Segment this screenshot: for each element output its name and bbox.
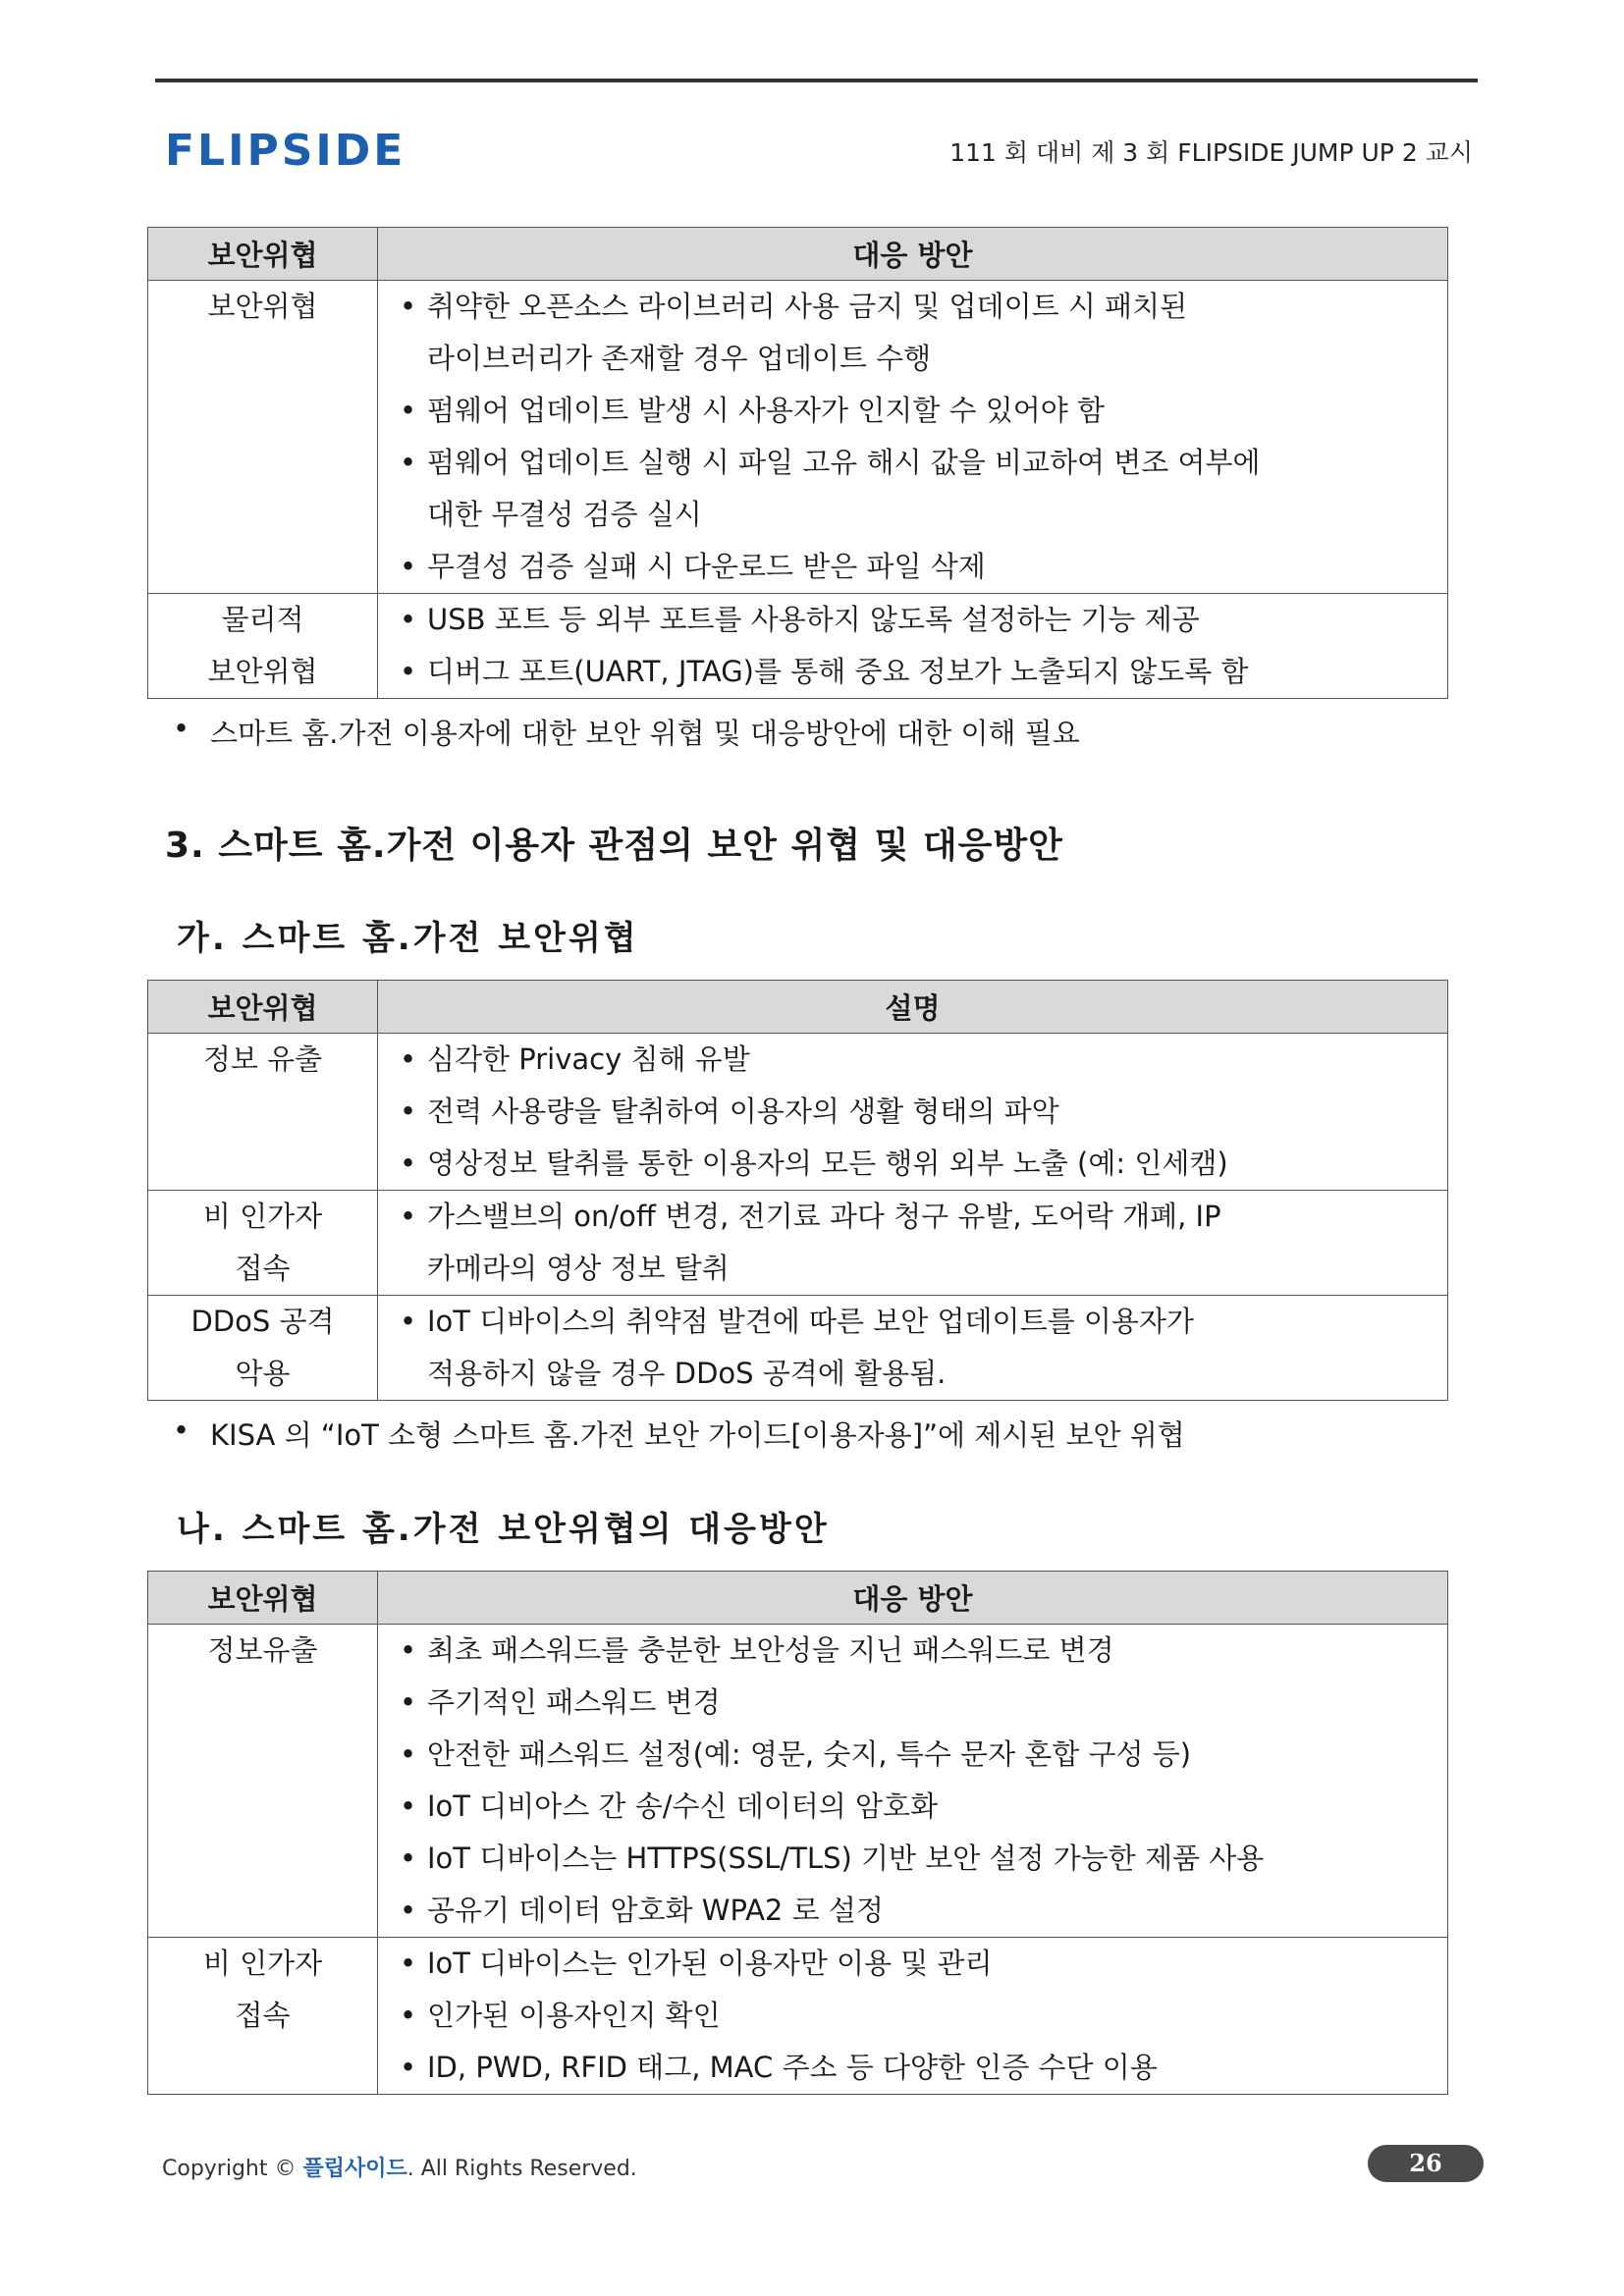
bullet-text: • 주기적인 패스워드 변경: [427, 1685, 721, 1719]
flipside-logo: FLIPSIDE: [165, 126, 406, 176]
bullet-item: [398, 1677, 1437, 1729]
threat-label: 악용: [235, 1357, 291, 1390]
threat-label-cell: [148, 1625, 378, 1938]
bullet-text: • IoT 디비아스 간 송/수신 데이터의 암호화: [427, 1789, 939, 1823]
bullet-text: • 가스밸브의 on/off 변경, 전기료 과다 청구 유발, 도어락 개폐, IP: [427, 1200, 1221, 1233]
bullet-text: • 취약한 오픈소스 라이브러리 사용 금지 및 업데이트 시 패치된: [427, 290, 1188, 323]
table-row: [148, 1625, 1448, 1938]
threat-label-cell: [148, 1938, 378, 2095]
bullet-item: [398, 594, 1437, 646]
bullet-item: [398, 1138, 1437, 1190]
bullet-item: [398, 646, 1437, 698]
table-row: [148, 1034, 1448, 1191]
threat-label-cell: [148, 281, 378, 594]
subsection-a-title: 가. 스마트 홈.가전 보안위협: [177, 919, 639, 958]
bullet-text: • 펌웨어 업데이트 실행 시 파일 고유 해시 값을 비교하여 변조 여부에: [427, 446, 1261, 479]
threat-label: 접속: [235, 1999, 291, 2032]
footer-brand: 플립사이드: [302, 2157, 407, 2181]
header-rule: [155, 79, 1478, 82]
bullet-item: [398, 281, 1437, 385]
table-row: [148, 1191, 1448, 1296]
bullet-item: [398, 1833, 1437, 1885]
bullet-item: [398, 1034, 1437, 1086]
subsection-b-title: 나. 스마트 홈.가전 보안위협의 대응방안: [177, 1510, 830, 1549]
bullet-item: [398, 1781, 1437, 1833]
threat-label: 비 인가자: [202, 1947, 323, 1980]
bullet-text: 대한 무결성 검증 실시: [427, 498, 702, 531]
content-cell: [378, 1191, 1448, 1296]
threat-label: 물리적: [221, 603, 304, 636]
bullet-item: [398, 385, 1437, 437]
content-cell: [378, 1034, 1448, 1191]
threat-label-cell: [148, 594, 378, 699]
table-row: [148, 281, 1448, 594]
threat-label: 정보유출: [207, 1633, 318, 1667]
threat-label-cell: [148, 1191, 378, 1296]
bullet-text: • 무결성 검증 실패 시 다운로드 받은 파일 삭제: [427, 550, 986, 583]
bullet-text: • USB 포트 등 외부 포트를 사용하지 않도록 설정하는 기능 제공: [427, 603, 1200, 636]
table-header-threat: 보안위협: [148, 228, 378, 281]
bullet-item: [398, 437, 1437, 541]
content-cell: [378, 1625, 1448, 1938]
bullet-text: • 디버그 포트(UART, JTAG)를 통해 중요 정보가 노출되지 않도록 함: [427, 655, 1249, 688]
bullet-text: • 안전한 패스워드 설정(예: 영문, 숫지, 특수 문자 혼합 구성 등): [427, 1737, 1192, 1771]
content-cell: [378, 594, 1448, 699]
bullet-item: [398, 1885, 1437, 1937]
bullet-item: [398, 1729, 1437, 1781]
threat-label-cell: [148, 1034, 378, 1191]
bullet-item: [398, 1938, 1437, 1990]
bullet-text: • 영상정보 탈취를 통한 이용자의 모든 행위 외부 노출 (예: 인세캠): [427, 1147, 1228, 1180]
bullet-text: 라이브러리가 존재할 경우 업데이트 수행: [427, 342, 932, 375]
content-cell: [378, 1938, 1448, 2095]
table-row: [148, 594, 1448, 699]
footer-copyright: Copyright © 플립사이드. All Rights Reserved.: [162, 2157, 637, 2181]
threat-label: 보안위협: [207, 290, 318, 323]
table-header-threat: 보안위협: [148, 1572, 378, 1625]
table-header-description: 설명: [378, 981, 1448, 1034]
content-cell: [378, 281, 1448, 594]
threat-label: 정보 유출: [202, 1042, 323, 1076]
bullet-text: • 전력 사용량을 탈취하여 이용자의 생활 형태의 파악: [427, 1095, 1059, 1128]
section-3-title: 3. 스마트 홈.가전 이용자 관점의 보안 위협 및 대응방안: [165, 826, 1063, 866]
bullet-text: • ID, PWD, RFID 태그, MAC 주소 등 다양한 인증 수단 이용: [427, 2051, 1158, 2084]
bullet-item: [398, 1990, 1437, 2042]
table-row: [148, 1938, 1448, 2095]
note-kisa-guide: • KISA 의 “IoT 소형 스마트 홈.가전 보안 가이드[이용자용]”에 제시된 보안 위협: [177, 1414, 1185, 1454]
bullet-text: 적용하지 않을 경우 DDoS 공격에 활용됨.: [427, 1357, 947, 1390]
bullet-text: • 인가된 이용자인지 확인: [427, 1999, 721, 2032]
bullet-item: [398, 1086, 1437, 1138]
threat-label: 비 인가자: [202, 1200, 323, 1233]
bullet-item: [398, 1625, 1437, 1677]
threat-countermeasure-table-1: [147, 227, 1448, 699]
bullet-text: • IoT 디바이스는 인가된 이용자만 이용 및 관리: [427, 1947, 993, 1980]
bullet-text: • 공유기 데이터 암호화 WPA2 로 설정: [427, 1894, 884, 1927]
threat-label-cell: [148, 1296, 378, 1401]
bullet-text: • IoT 디바이스의 취약점 발견에 따른 보안 업데이트를 이용자가: [427, 1305, 1194, 1338]
bullet-text: • 최초 패스워드를 충분한 보안성을 지닌 패스워드로 변경: [427, 1633, 1114, 1667]
bullet-text: • 펌웨어 업데이트 발생 시 사용자가 인지할 수 있어야 함: [427, 394, 1106, 427]
content-cell: [378, 1296, 1448, 1401]
threat-label: DDoS 공격: [190, 1305, 335, 1338]
bullet-item: [398, 1191, 1437, 1295]
bullet-item: [398, 541, 1437, 593]
bullet-item: [398, 1296, 1437, 1400]
table-header-countermeasure: 대응 방안: [378, 1572, 1448, 1625]
table-header-countermeasure: 대응 방안: [378, 228, 1448, 281]
table-row: [148, 1296, 1448, 1401]
threat-description-table: [147, 980, 1448, 1401]
threat-countermeasure-table-2: [147, 1571, 1448, 2095]
threat-label: 보안위협: [207, 655, 318, 688]
page-number: 26: [1368, 2145, 1484, 2182]
bullet-item: [398, 2042, 1437, 2094]
bullet-text: 카메라의 영상 정보 탈취: [427, 1252, 730, 1285]
threat-label: 접속: [235, 1252, 291, 1285]
bullet-text: • IoT 디바이스는 HTTPS(SSL/TLS) 기반 보안 설정 가능한 제품 사용: [427, 1842, 1265, 1875]
bullet-text: • 심각한 Privacy 침해 유발: [427, 1042, 750, 1076]
table-header-threat: 보안위협: [148, 981, 378, 1034]
note-understanding: • 스마트 홈.가전 이용자에 대한 보안 위협 및 대응방안에 대한 이해 필요: [177, 712, 1080, 752]
header-title: 111 회 대비 제 3 회 FLIPSIDE JUMP UP 2 교시: [949, 138, 1473, 167]
